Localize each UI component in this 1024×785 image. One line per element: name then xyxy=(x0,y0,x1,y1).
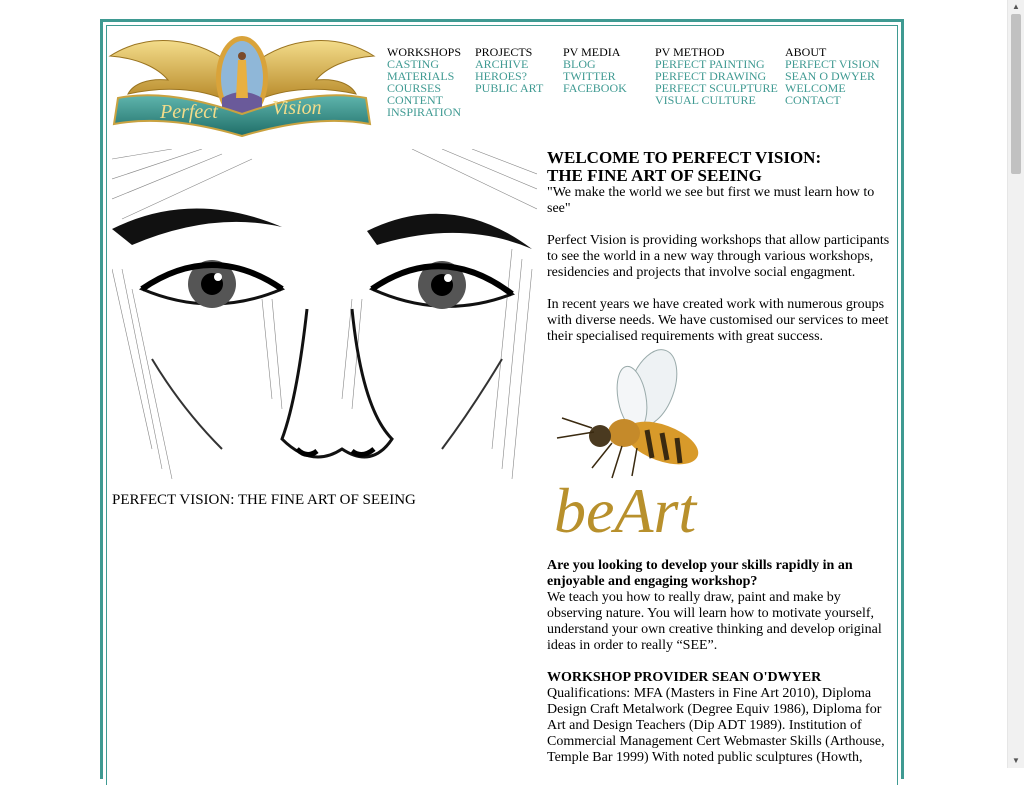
nav-link-twitter[interactable]: TWITTER xyxy=(563,69,616,83)
nav-head-projects[interactable]: PROJECTS xyxy=(475,45,533,59)
image-caption: PERFECT VISION: THE FINE ART OF SEEING xyxy=(112,492,416,508)
skills-heading: Are you looking to develop your skills rapidly in an enjoyable and engaging workshop? xyxy=(547,558,853,589)
nav-link-perfect-vision[interactable]: PERFECT VISION xyxy=(785,57,880,71)
nav-link-materials[interactable]: MATERIALS xyxy=(387,69,455,83)
logo-text-vision: Vision xyxy=(272,97,322,119)
skills-body: We teach you how to really draw, paint and make by observing nature. You will learn how to motivate yourself, understand your own creative thinking and develop original ideas in order to really “SEE”. xyxy=(547,590,882,653)
scrollbar-thumb[interactable] xyxy=(1011,14,1021,174)
nav-head-pv-media[interactable]: PV MEDIA xyxy=(563,45,621,59)
nav-projects xyxy=(475,46,543,94)
nav-link-archive[interactable]: ARCHIVE xyxy=(475,57,529,71)
perfect-vision-logo[interactable] xyxy=(108,28,376,138)
nav-about xyxy=(785,46,880,106)
nav-link-visual-culture[interactable]: VISUAL CULTURE xyxy=(655,93,756,107)
nav-link-welcome[interactable]: WELCOME xyxy=(785,81,846,95)
nav-link-perfect-painting[interactable]: PERFECT PAINTING xyxy=(655,57,765,71)
nav-link-inspiration[interactable]: INSPIRATION xyxy=(387,105,462,119)
provider-body: Qualifications: MFA (Masters in Fine Art 2010), Diploma Design Craft Metalwork (Degree Equiv 1986), Diploma for Art and Design Teachers (Dip ADT 1989). Institution of Commercial Management Cert Webmaster Skills (Arthouse, Temple Bar 1999) With noted public sculptures (Howth, xyxy=(547,686,885,765)
nav-link-blog[interactable]: BLOG xyxy=(563,57,596,71)
nav-link-facebook[interactable]: FACEBOOK xyxy=(563,81,627,95)
nav-link-heroes[interactable]: HEROES? xyxy=(475,69,527,83)
nav-link-content[interactable]: CONTENT xyxy=(387,93,443,107)
face-drawing-image xyxy=(112,149,537,491)
bee-art-text: beArt xyxy=(554,475,697,540)
nav-head-about[interactable]: ABOUT xyxy=(785,45,827,59)
welcome-paragraph-2: In recent years we have created work with numerous groups with diverse needs. We have customised our services to meet their specialised requirements with great success. xyxy=(547,297,889,344)
vertical-scrollbar[interactable] xyxy=(1007,0,1024,768)
nav-link-perfect-sculpture[interactable]: PERFECT SCULPTURE xyxy=(655,81,778,95)
welcome-title-line1: WELCOME TO PERFECT VISION: xyxy=(547,148,822,167)
scroll-up-icon[interactable]: ▲ xyxy=(1012,2,1020,11)
scroll-down-icon[interactable]: ▼ xyxy=(1012,756,1020,765)
welcome-title-line2: THE FINE ART OF SEEING xyxy=(547,166,762,185)
nav-head-pv-method[interactable]: PV METHOD xyxy=(655,45,725,59)
nav-link-contact[interactable]: CONTACT xyxy=(785,93,841,107)
nav-media xyxy=(563,46,627,94)
nav-link-public-art[interactable]: PUBLIC ART xyxy=(475,81,544,95)
nav-head-workshops[interactable]: WORKSHOPS xyxy=(387,45,462,59)
logo-text-perfect: Perfect xyxy=(160,101,218,123)
nav-workshops xyxy=(387,46,461,118)
nav-link-courses[interactable]: COURSES xyxy=(387,81,442,95)
provider-heading: WORKSHOP PROVIDER SEAN O'DWYER xyxy=(547,670,822,685)
nav-link-perfect-drawing[interactable]: PERFECT DRAWING xyxy=(655,69,767,83)
bee-art-image xyxy=(552,348,722,540)
nav-method xyxy=(655,46,778,106)
nav-link-casting[interactable]: CASTING xyxy=(387,57,440,71)
welcome-quote: "We make the world we see but first we must learn how to see" xyxy=(547,185,875,216)
welcome-heading xyxy=(547,149,897,185)
nav-link-sean-o-dwyer[interactable]: SEAN O DWYER xyxy=(785,69,875,83)
welcome-paragraph-1: Perfect Vision is providing workshops that allow participants to see the world in a new way through various workshops, residencies and projects that involve social engagment. xyxy=(547,233,890,280)
